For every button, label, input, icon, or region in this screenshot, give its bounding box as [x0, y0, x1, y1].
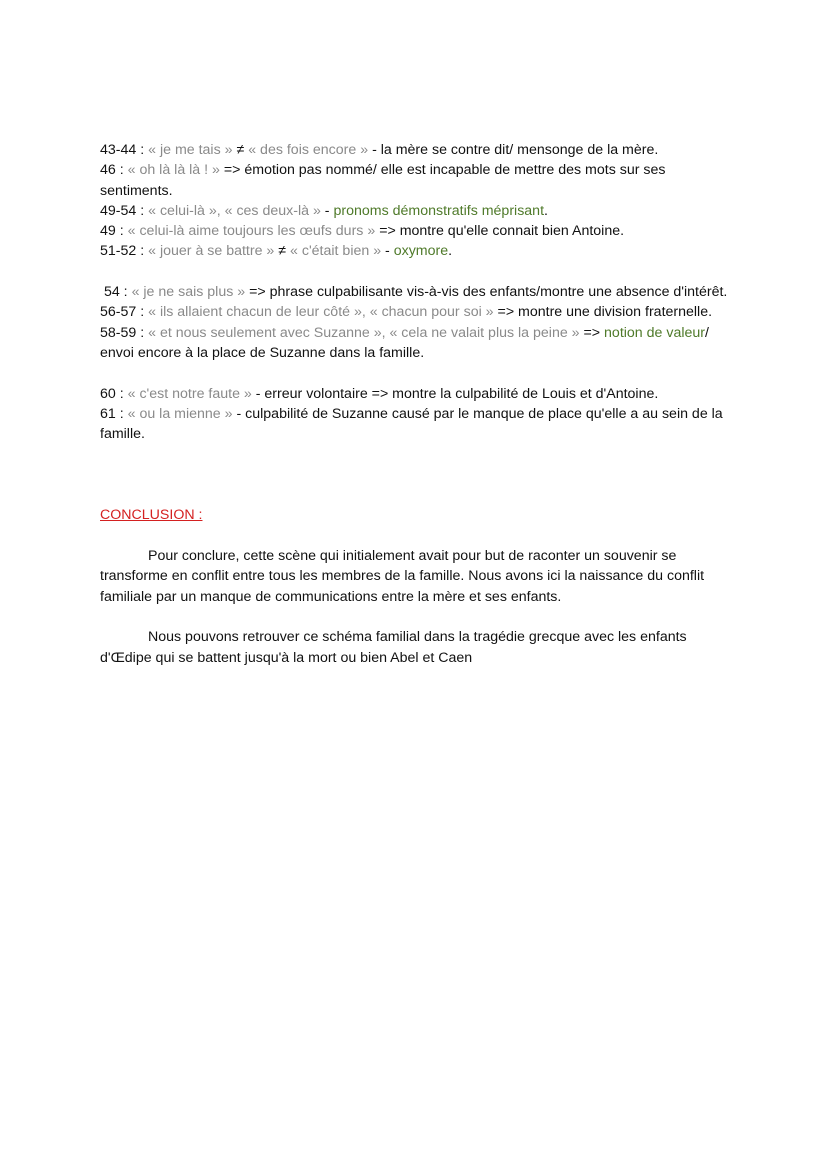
line-ref: 49-54 : [100, 202, 145, 219]
spacer [100, 444, 728, 505]
document-content [100, 140, 728, 668]
note-56-57 [100, 302, 728, 322]
conclusion-heading: CONCLUSION : [100, 507, 203, 524]
period: . [448, 243, 453, 260]
note-51-52 [100, 241, 728, 261]
quote: « jouer à se battre » [148, 243, 275, 260]
quote: « je me tais » [148, 142, 233, 158]
quote: « ils allaient chacun de leur côté », « chacun pour soi » [148, 304, 494, 321]
figure-of-speech: pronoms démonstratifs méprisant [333, 202, 545, 219]
comment: - culpabilité de Suzanne causé par le manque de place qu'elle a au sein de la famille. [100, 405, 723, 443]
comment: => émotion pas nommé/ elle est incapable de mettre des mots sur ses sentiments. [100, 162, 666, 199]
quote: « celui-là », « ces deux-là » [148, 202, 321, 219]
spacer [100, 363, 728, 383]
spacer [100, 607, 728, 627]
spacer [100, 262, 728, 282]
figure-of-speech: notion de valeur [604, 324, 706, 341]
quote: « ou la mienne » [127, 405, 233, 422]
comment: / envoi encore à la place de Suzanne dans la famille. [100, 324, 709, 361]
quote: « et nous seulement avec Suzanne », « cela ne valait plus la peine » [148, 324, 580, 341]
line-ref: 54 : [103, 284, 128, 301]
line-ref: 58-59 : [100, 324, 145, 341]
note-58-59 [100, 323, 728, 364]
line-ref: 49 : [100, 223, 124, 240]
not-equal-symbol: ≠ [236, 142, 245, 158]
note-49 [100, 221, 728, 241]
spacer [100, 526, 728, 546]
quote: « celui-là aime toujours les œufs durs » [127, 223, 376, 240]
line-ref: 51-52 : [100, 243, 145, 260]
note-61 [100, 404, 728, 445]
conclusion-paragraph-1: Pour conclure, cette scène qui initialement avait pour but de raconter un souvenir se transforme en conflit entre tous les membres de la famille. Nous avons ici la naissance du conflit familiale par un manque de communications entre la mère et ses enfants. [100, 548, 705, 605]
quote: « oh là là là ! » [127, 162, 220, 179]
dash: - [385, 243, 390, 260]
conclusion-paragraph-2: Nous pouvons retrouver ce schéma familial dans la tragédie grecque avec les enfants d'Œdipe qui se battent jusqu'à la mort ou bien Abel et Caen [100, 629, 687, 666]
figure-of-speech: oxymore [393, 243, 449, 260]
quote: « c'est notre faute » [127, 385, 252, 402]
dash: - [324, 202, 330, 219]
arrow: => [583, 324, 601, 341]
comment: - la mère se contre dit/ mensonge de la mère. [372, 142, 659, 158]
line-ref: 60 : [100, 385, 124, 402]
conclusion-section [100, 505, 728, 525]
line-ref: 61 : [100, 405, 124, 422]
line-ref: 43-44 : [100, 142, 145, 158]
line-ref: 46 : [100, 162, 124, 179]
note-46 [100, 160, 728, 201]
note-49-54 [100, 201, 728, 221]
note-54 [100, 282, 728, 302]
note-60 [100, 384, 728, 404]
quote: « des fois encore » [248, 142, 369, 158]
note-43-44 [100, 140, 728, 160]
not-equal-symbol: ≠ [278, 243, 287, 260]
period: . [544, 202, 548, 219]
comment: => phrase culpabilisante vis-à-vis des enfants/montre une absence d'intérêt. [249, 284, 728, 301]
quote: « je ne sais plus » [131, 284, 246, 301]
comment: - erreur volontaire => montre la culpabilité de Louis et d'Antoine. [255, 385, 659, 402]
quote: « c'était bien » [290, 243, 382, 260]
line-ref: 56-57 : [100, 304, 145, 321]
comment: => montre une division fraternelle. [497, 304, 713, 321]
comment: => montre qu'elle connait bien Antoine. [379, 223, 625, 240]
